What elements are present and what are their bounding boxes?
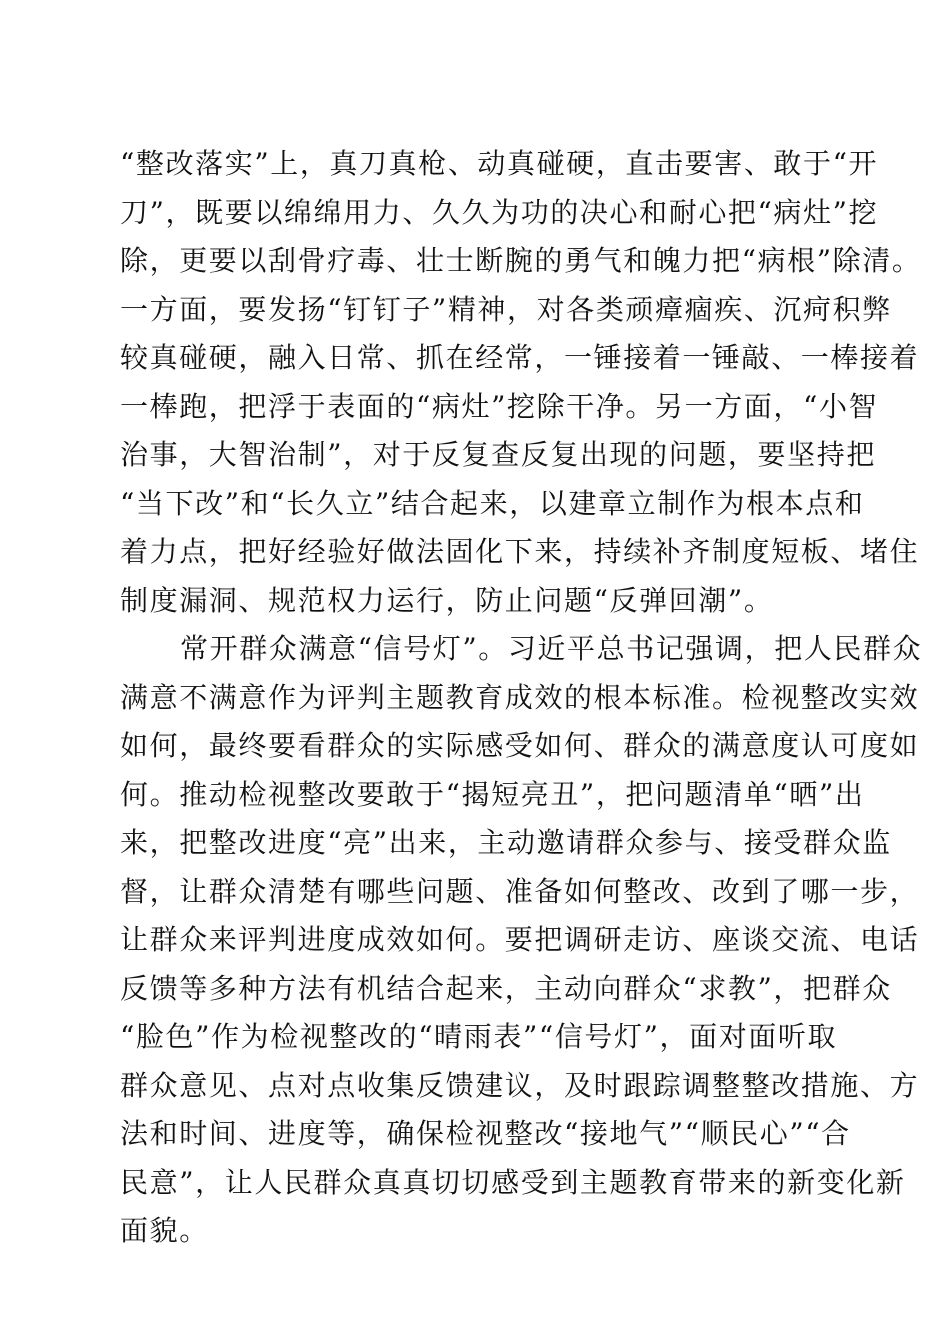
text-line: 让群众来评判进度成效如何。要把调研走访、座谈交流、电话 [120, 923, 920, 956]
text-line: 着力点，把好经验好做法固化下来，持续补齐制度短板、堵住 [120, 535, 920, 568]
text-line: “脸色”作为检视整改的“晴雨表”“信号灯”，面对面听取 [120, 1020, 838, 1053]
text-line: “整改落实”上，真刀真枪、动真碰硬，直击要害、敢于“开 [120, 147, 879, 180]
text-line: 治事，大智治制”，对于反复查反复出现的问题，要坚持把 [120, 438, 876, 471]
text-line: 何。推动检视整改要敢于“揭短亮丑”，把问题清单“晒”出 [120, 777, 865, 811]
text-line: 来，把整改进度“亮”出来，主动邀请群众参与、接受群众监 [120, 826, 892, 859]
text-line: 督，让群众清楚有哪些问题、准备如何整改、改到了哪一步， [120, 874, 920, 908]
text-line: 一方面，要发扬“钉钉子”精神，对各类顽瘴痼疾、沉疴积弊 [120, 292, 892, 326]
text-line: 刀”，既要以绵绵用力、久久为功的决心和耐心把“病灶”挖 [120, 195, 879, 229]
text-line: 民意”，让人民群众真真切切感受到主题教育带来的新变化新 [120, 1165, 906, 1199]
text-line: 反馈等多种方法有机结合起来，主动向群众“求教”，把群众 [120, 971, 892, 1005]
text-line: 如何，最终要看群众的实际感受如何、群众的满意度认可度如 [120, 729, 920, 762]
text-line: 一棒跑，把浮于表面的“病灶”挖除干净。另一方面，“小智 [120, 389, 879, 423]
text-line: 群众意见、点对点收集反馈建议，及时跟踪调整整改措施、方 [120, 1068, 920, 1102]
text-line: 满意不满意作为评判主题教育成效的根本标准。检视整改实效 [120, 680, 920, 714]
text-line: 面貌。 [120, 1214, 209, 1247]
text-line: 除，更要以刮骨疗毒、壮士断腕的勇气和魄力把“病根”除清。 [120, 244, 922, 277]
paragraph-start-line: 常开群众满意“信号灯”。习近平总书记强调，把人民群众 [180, 632, 923, 665]
document-body [120, 140, 923, 1256]
text-line: 制度漏洞、规范权力运行，防止问题“反弹回潮”。 [120, 583, 774, 617]
text-line: 法和时间、进度等，确保检视整改“接地气”“顺民心”“合 [120, 1117, 851, 1150]
text-line: “当下改”和“长久立”结合起来，以建章立制作为根本点和 [120, 486, 865, 520]
text-line: 较真碰硬，融入日常、抓在经常，一锤接着一锤敲、一棒接着 [120, 341, 920, 374]
